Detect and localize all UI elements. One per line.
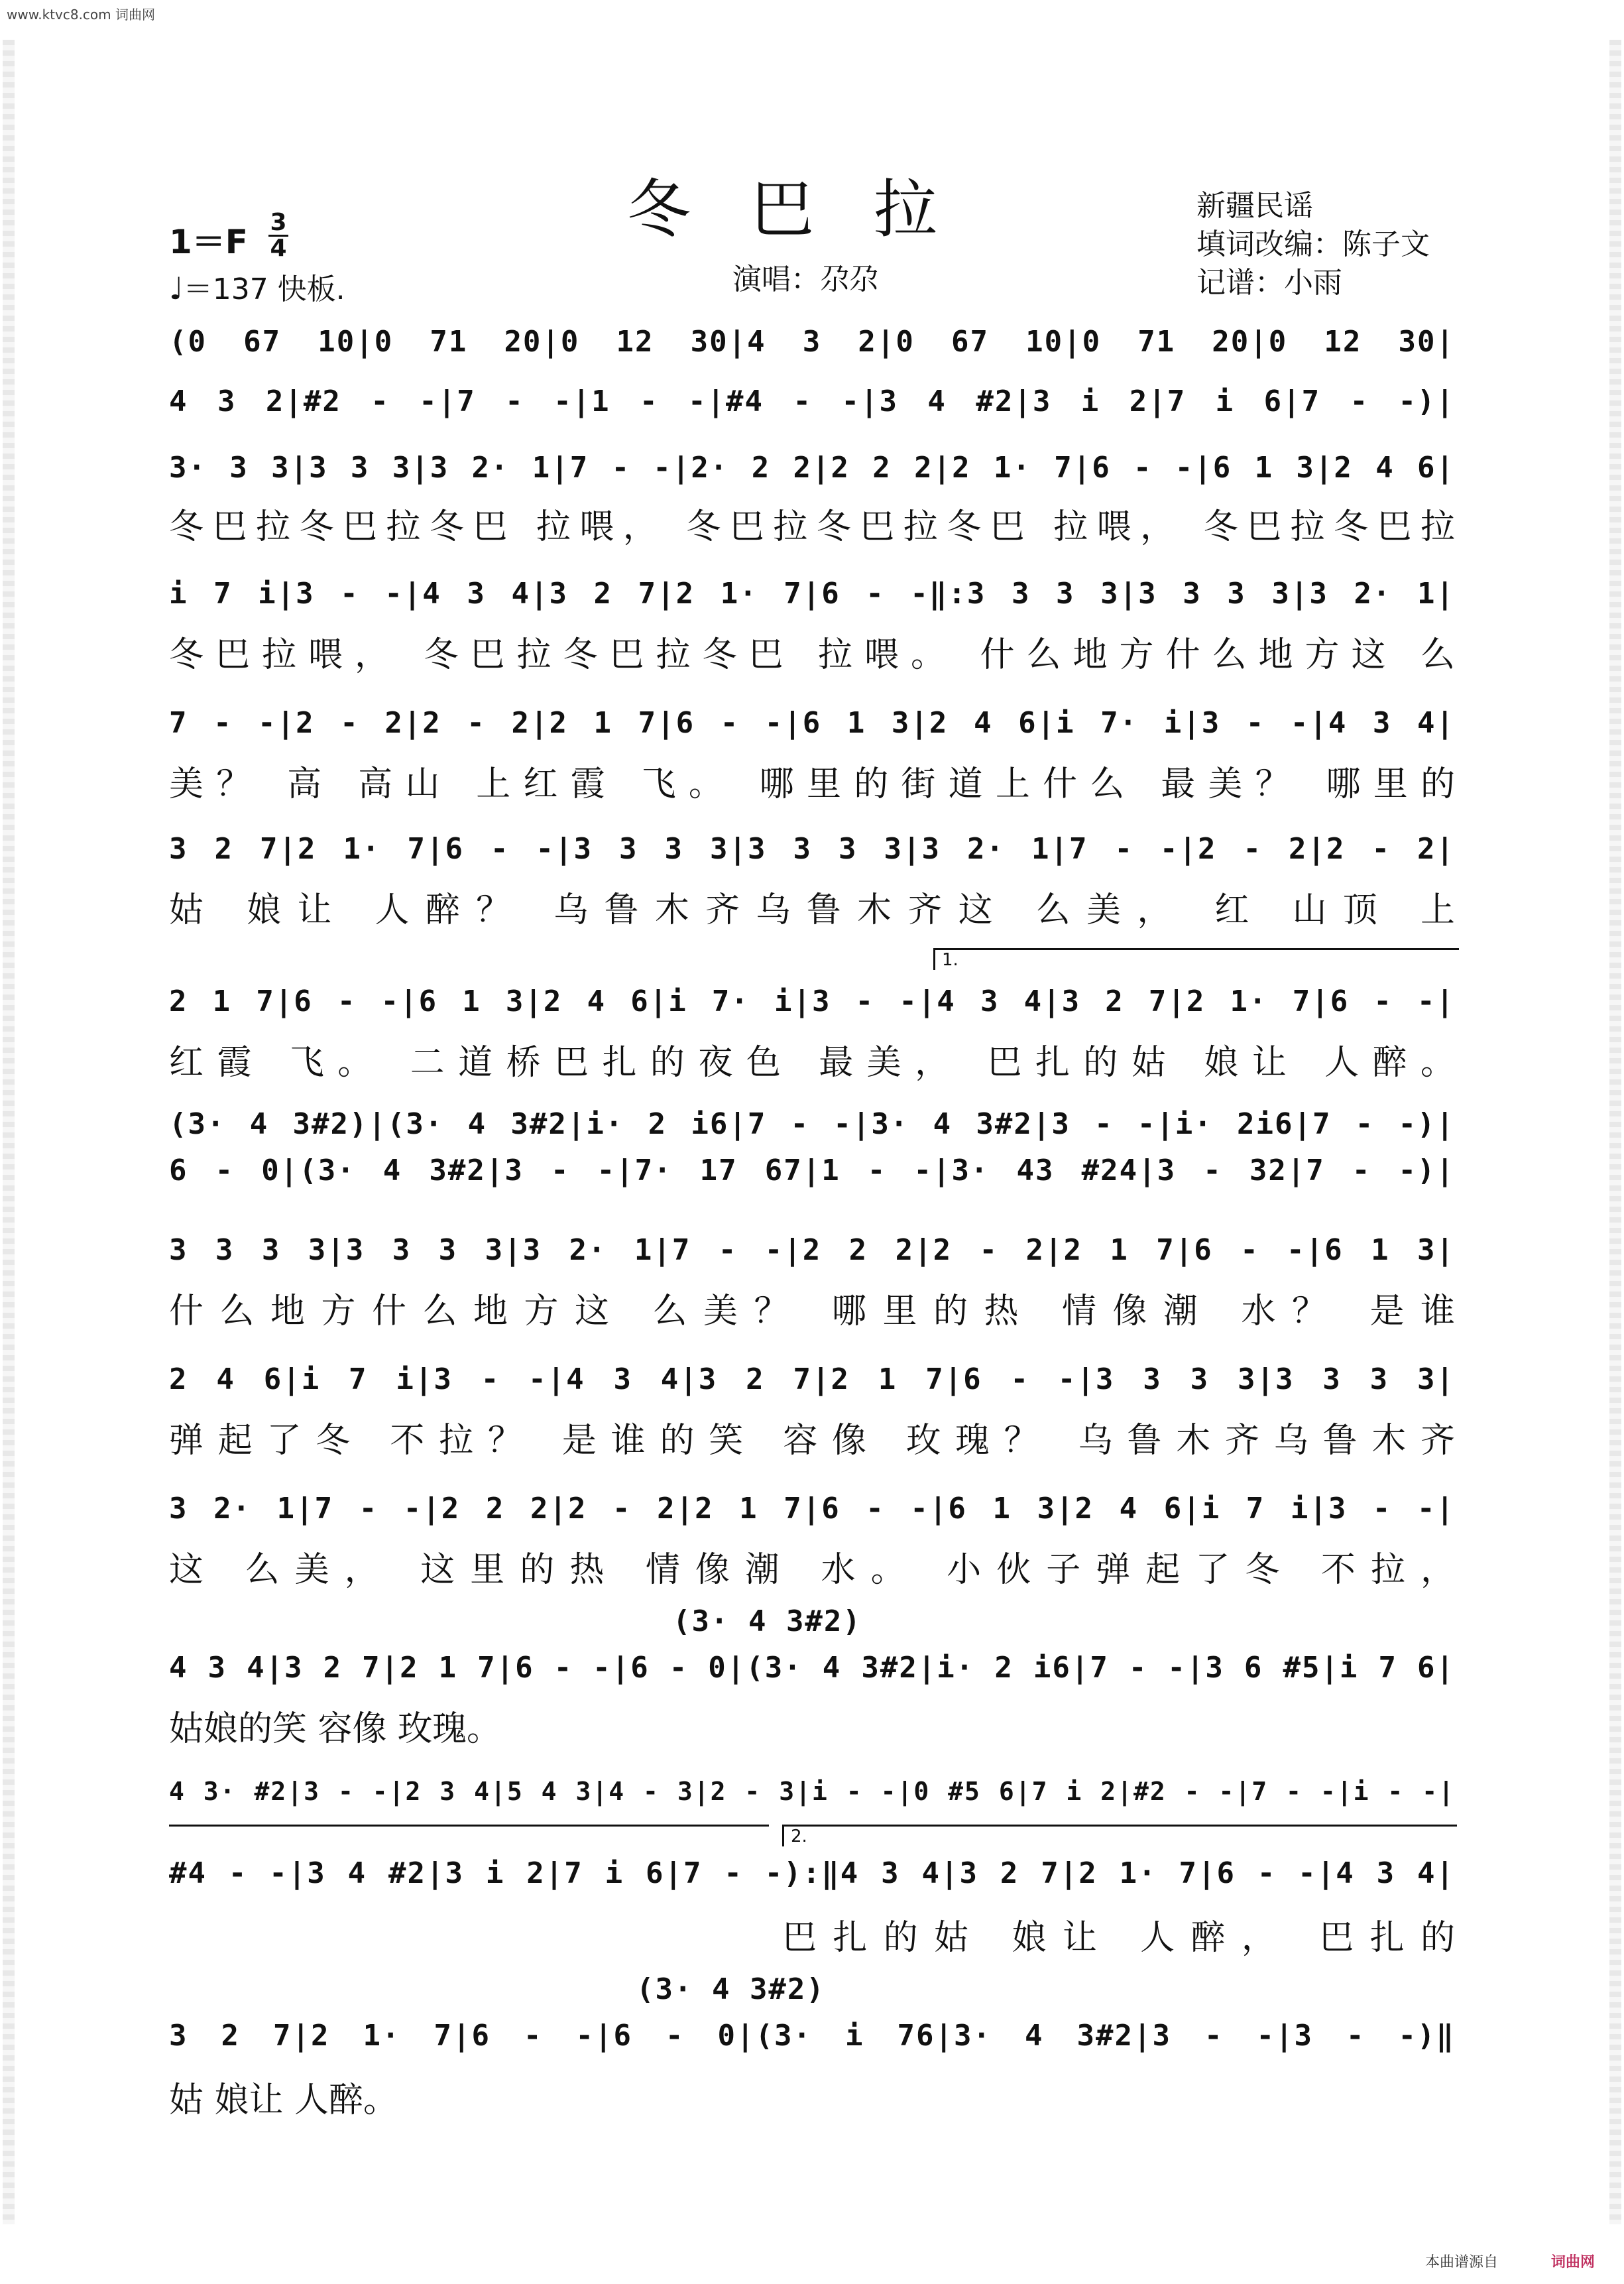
volta-2-label: 2. [791, 1827, 807, 1846]
jianpu-notes: (3· 4 3#2) [636, 1972, 825, 2006]
lyric-line: 弹起了冬 不拉？ 是谁的笑 容像 玫瑰？ 乌鲁木齐乌鲁木齐 [169, 1421, 1455, 1461]
jianpu-notes: 2 1 7|6 - -|6 1 3|2 4 6|i 7· i|3 - -|4 3 4|3 2 7|2 1· 7|6 - -| [169, 985, 1455, 1018]
lyric-line: 姑娘的笑 容像 玫瑰。 [169, 1709, 502, 1749]
harmony-annotation [636, 1972, 835, 2025]
lyric-line: 美？ 高 高山 上红霞 飞。 哪里的街道上什么 最美？ 哪里的 [169, 764, 1455, 804]
volta-bracket-1 [933, 948, 1459, 970]
notation-line [169, 385, 1455, 438]
jianpu-notes: 6 - 0|(3· 4 3#2|3 - -|7· 17 67|1 - -|3· 43 #24|3 - 32|7 - -)| [169, 1154, 1455, 1187]
song-title: 冬巴拉 [627, 172, 997, 247]
singer-credit: 演唱：尕尕 [732, 263, 878, 296]
footer-source: 本曲谱源自 [1425, 2254, 1499, 2271]
jianpu-notes: i 7 i|3 - -|4 3 4|3 2 7|2 1· 7|6 - -‖:3 3 3 3|3 3 3 3|3 2· 1| [169, 577, 1455, 611]
footer-site-logo[interactable]: 词曲网 [1551, 2254, 1595, 2271]
right-margin-strip [1609, 40, 1621, 2224]
jianpu-notes: 3 2 7|2 1· 7|6 - -|3 3 3 3|3 3 3 3|3 2· 1|7 - -|2 - 2|2 - 2| [169, 832, 1455, 866]
jianpu-notes: 4 3 4|3 2 7|2 1 7|6 - -|6 - 0|(3· 4 3#2|i· 2 i6|7 - -|3 6 #5|i 7 6| [169, 1651, 1455, 1685]
tempo-mark [169, 265, 345, 308]
notation-line [169, 706, 1455, 759]
time-signature [268, 211, 288, 261]
lyricist-credit: 填词改编：陈子文 [1196, 227, 1430, 261]
left-margin-strip [3, 40, 15, 2224]
notation-line-lower [169, 1154, 1455, 1207]
volta-bracket-2 [782, 1825, 1457, 1846]
key-signature: 1＝F [169, 223, 248, 261]
notation-line [169, 832, 1455, 885]
volta-1-extension [169, 1825, 769, 1827]
time-top: 3 [270, 209, 287, 236]
jianpu-notes: 7 - -|2 - 2|2 - 2|2 1 7|6 - -|6 1 3|2 4 6|i 7· i|3 - -|4 3 4| [169, 706, 1455, 740]
lyric-line: 姑 娘让 人醉？ 乌鲁木齐乌鲁木齐这 么美， 红 山顶 上 [169, 890, 1455, 930]
notation-line [169, 1777, 1455, 1830]
volta-1-label: 1. [942, 950, 958, 970]
time-bottom: 4 [270, 235, 287, 262]
lyric-line: 冬巴拉冬巴拉冬巴 拉喂， 冬巴拉冬巴拉冬巴 拉喂， 冬巴拉冬巴拉 [169, 507, 1455, 547]
notation-line [169, 985, 1455, 1038]
lyric-line: 巴扎的姑 娘让 人醉， 巴扎的 [782, 1918, 1455, 1958]
notation-line [169, 2019, 1455, 2072]
notation-line [169, 1651, 1455, 1704]
jianpu-notes: 3 2 7|2 1· 7|6 - -|6 - 0|(3· i 76|3· 4 3#2|3 - -|3 - -)‖ [169, 2019, 1455, 2053]
lyric-line: 红霞 飞。 二道桥巴扎的夜色 最美， 巴扎的姑 娘让 人醉。 [169, 1043, 1455, 1083]
notation-line [169, 325, 1455, 378]
origin-credit: 新疆民谣 [1196, 189, 1313, 223]
site-url: www.ktvc8.com 词曲网 [7, 7, 156, 23]
lyric-line: 什么地方什么地方这 么美？ 哪里的热 情像潮 水？ 是谁 [169, 1292, 1455, 1331]
lyric-line: 姑 娘让 人醉。 [169, 2080, 398, 2120]
jianpu-notes: #4 - -|3 4 #2|3 i 2|7 i 6|7 - -):‖4 3 4|3 2 7|2 1· 7|6 - -|4 3 4| [169, 1856, 1455, 1890]
jianpu-notes: 3· 3 3|3 3 3|3 2· 1|7 - -|2· 2 2|2 2 2|2 1· 7|6 - -|6 1 3|2 4 6| [169, 451, 1455, 485]
tempo-text: ＝137 快板. [183, 272, 345, 306]
jianpu-notes: (3· 4 3#2)|(3· 4 3#2|i· 2 i6|7 - -|3· 4 3#2|3 - -|i· 2i6|7 - -)| [169, 1107, 1455, 1141]
quarter-note-icon: ♩ [169, 270, 184, 306]
credits [1196, 187, 1430, 302]
jianpu-notes: (3· 4 3#2) [673, 1604, 862, 1638]
lyric-line: 这 么美， 这里的热 情像潮 水。 小伙子弹起了冬 不拉， [169, 1550, 1455, 1590]
transcriber-credit: 记谱：小雨 [1196, 266, 1342, 300]
notation-line [169, 1362, 1455, 1415]
jianpu-notes: (0 67 10|0 71 20|0 12 30|4 3 2|0 67 10|0 71 20|0 12 30| [169, 325, 1455, 359]
jianpu-notes: 4 3 2|#2 - -|7 - -|1 - -|#4 - -|3 4 #2|3 i 2|7 i 6|7 - -)| [169, 385, 1455, 418]
notation-line [169, 577, 1455, 630]
notation-line-upper [169, 1107, 1455, 1160]
jianpu-notes: 3 2· 1|7 - -|2 2 2|2 - 2|2 1 7|6 - -|6 1 3|2 4 6|i 7 i|3 - -| [169, 1492, 1455, 1526]
notation-line [169, 1233, 1455, 1286]
notation-line [169, 1856, 1455, 1909]
jianpu-notes: 4 3· #2|3 - -|2 3 4|5 4 3|4 - 3|2 - 3|i - -|0 #5 6|7 i 2|#2 - -|7 - -|i - -| [169, 1777, 1455, 1806]
jianpu-notes: 2 4 6|i 7 i|3 - -|4 3 4|3 2 7|2 1 7|6 - -|3 3 3 3|3 3 3 3| [169, 1362, 1455, 1396]
notation-line [169, 451, 1455, 504]
jianpu-notes: 3 3 3 3|3 3 3 3|3 2· 1|7 - -|2 2 2|2 - 2|2 1 7|6 - -|6 1 3| [169, 1233, 1455, 1267]
lyric-line: 冬巴拉喂， 冬巴拉冬巴拉冬巴 拉喂。 什么地方什么地方这 么 [169, 635, 1455, 675]
notation-line [169, 1492, 1455, 1545]
harmony-annotation [673, 1604, 872, 1657]
